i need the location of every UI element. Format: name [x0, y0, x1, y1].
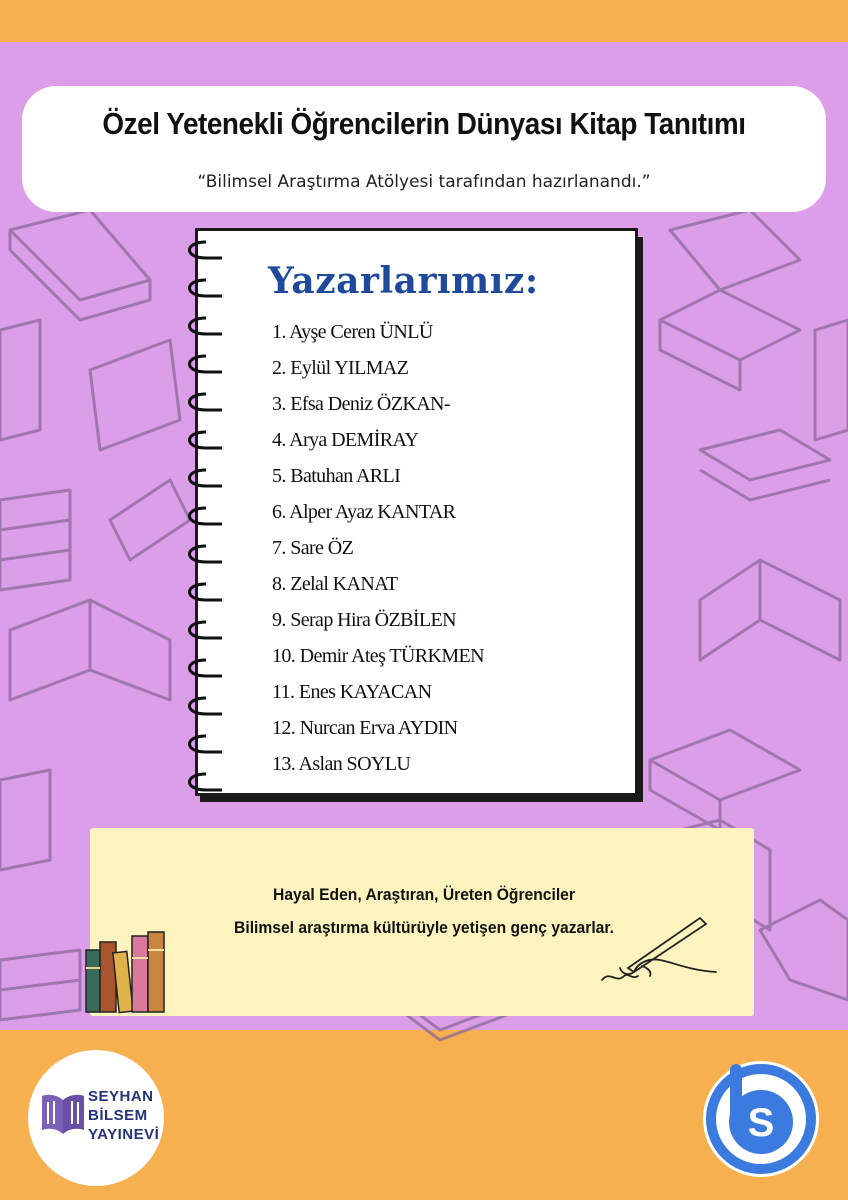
page-title: Özel Yetenekli Öğrencilerin Dünyası Kitap Tanıtımı	[102, 106, 746, 141]
authors-heading: Yazarlarımız:	[268, 260, 539, 302]
book-stack-icon	[0, 950, 80, 1020]
title-box	[22, 86, 826, 212]
book-stack-icon	[0, 770, 50, 870]
author-item: 4. Arya DEMİRAY	[272, 429, 419, 451]
author-item: 12. Nurcan Erva AYDIN	[272, 717, 458, 739]
author-item: 6. Alper Ayaz KANTAR	[272, 501, 456, 523]
open-book-icon	[10, 600, 170, 700]
closed-book-icon	[650, 730, 800, 830]
author-item: 1. Ayşe Ceren ÜNLÜ	[272, 321, 433, 343]
author-item: 11. Enes KAYACAN	[272, 681, 432, 703]
logo-text-seyhan: SEYHAN	[88, 1088, 154, 1105]
open-book-icon	[670, 210, 800, 290]
open-book-icon	[10, 210, 150, 320]
author-item: 9. Serap Hira ÖZBİLEN	[272, 609, 457, 631]
spiral-binding-icon	[176, 236, 236, 796]
book-stack-icon	[0, 490, 70, 590]
open-book-icon	[700, 560, 840, 660]
slogan-line-2: Bilimsel araştırma kültürüyle yetişen genç yazarlar.	[234, 918, 614, 937]
closed-book-icon	[0, 320, 40, 440]
open-book-icon	[760, 900, 848, 1000]
author-item: 5. Batuhan ARLI	[272, 465, 401, 487]
author-item: 3. Efsa Deniz ÖZKAN-	[272, 393, 450, 415]
author-item: 8. Zelal KANAT	[272, 573, 398, 595]
logo-text-yayinevi: YAYINEVİ	[88, 1126, 160, 1143]
slogan-line-1: Hayal Eden, Araştıran, Üreten Öğrenciler	[273, 885, 575, 904]
logo-text-bilsem: BİLSEM	[88, 1107, 148, 1124]
book-stack-icon	[700, 430, 830, 500]
page-subtitle: “Bilimsel Araştırma Atölyesi tarafından hazırlanandı.”	[197, 172, 651, 192]
closed-book-icon	[660, 290, 800, 390]
author-item: 13. Aslan SOYLU	[272, 753, 411, 775]
logo-letter: S	[747, 1101, 775, 1145]
open-book-icon	[90, 340, 180, 450]
bilsem-circle-logo	[700, 1058, 822, 1180]
open-book-logo-icon	[40, 1090, 86, 1140]
seyhan-bilsem-logo	[28, 1050, 164, 1186]
author-item: 2. Eylül YILMAZ	[272, 357, 409, 379]
closed-book-icon	[815, 320, 848, 440]
books-icon	[84, 928, 168, 1014]
author-item: 7. Sare ÖZ	[272, 537, 354, 559]
writing-hand-icon	[598, 910, 718, 990]
authors-list	[272, 314, 484, 782]
author-item: 10. Demir Ateş TÜRKMEN	[272, 645, 484, 667]
